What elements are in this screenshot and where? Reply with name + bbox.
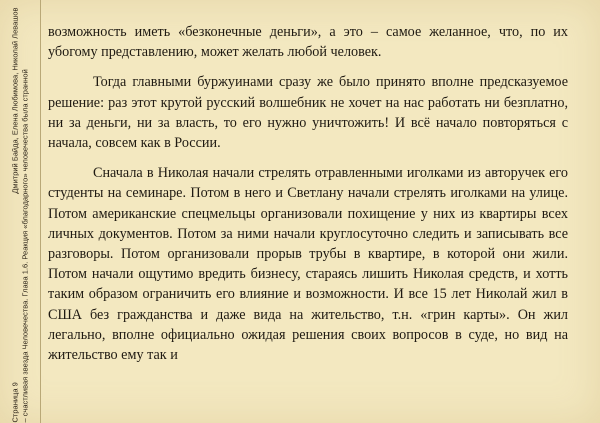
chapter-title-label: – счастливая звезда Человечества. Глава 1.6. Реакция «благодарного» человечества была странной — [20, 69, 29, 423]
paragraph-gap — [48, 153, 568, 163]
paragraph-1: возможность иметь «безконечные деньги», а это – самое желанное, что, по их убогому представлению, может желать любой человек. — [48, 24, 568, 61]
paragraph-3: Сначала в Николая начали стрелять отравленными иголками из авторучек его студенты на семинаре. Потом в него и Светлану начали стрелять иголками на улице. Потом американские спецмельцы организовали похищение у них из квартиры всех личных документов. Потом за ними начали круглосуточно следить и записывать все разговоры. Потом организовали прорыв трубы в квартире, в которой они жили. Потом начали ощутимо вредить бизнесу, стараясь лишить Николая средств, и хотть таким образом ограничить его влияние и возможности. И все 15 лет Николай жил в США без гражданства и даже вида на жительство, т.н. «грин карты». Он жил легально, вполне официально ожидая решения своих вопросов в суде, но вид на жительство ему так и — [48, 165, 568, 364]
body-text — [48, 22, 568, 365]
side-margin — [0, 0, 40, 423]
paragraph-gap — [48, 62, 568, 72]
side-margin-text — [11, 0, 30, 423]
margin-divider — [40, 0, 41, 423]
side-margin-line-1 — [11, 0, 21, 423]
authors-label: Дмитрий Байда, Елена Любимова, Николай Левашов — [10, 7, 20, 194]
page-number-label: Страница 9 — [10, 382, 20, 423]
paragraph-2: Тогда главными буржуинами сразу же было принято вполне предсказуемое решение: раз этот крутой русский волшебник не хочет на нас работать ни безплатно, ни за деньги, ни за власть, то его нужно уничтожить! И всё начало повторяться с начала, совсем как в России. — [48, 74, 568, 152]
